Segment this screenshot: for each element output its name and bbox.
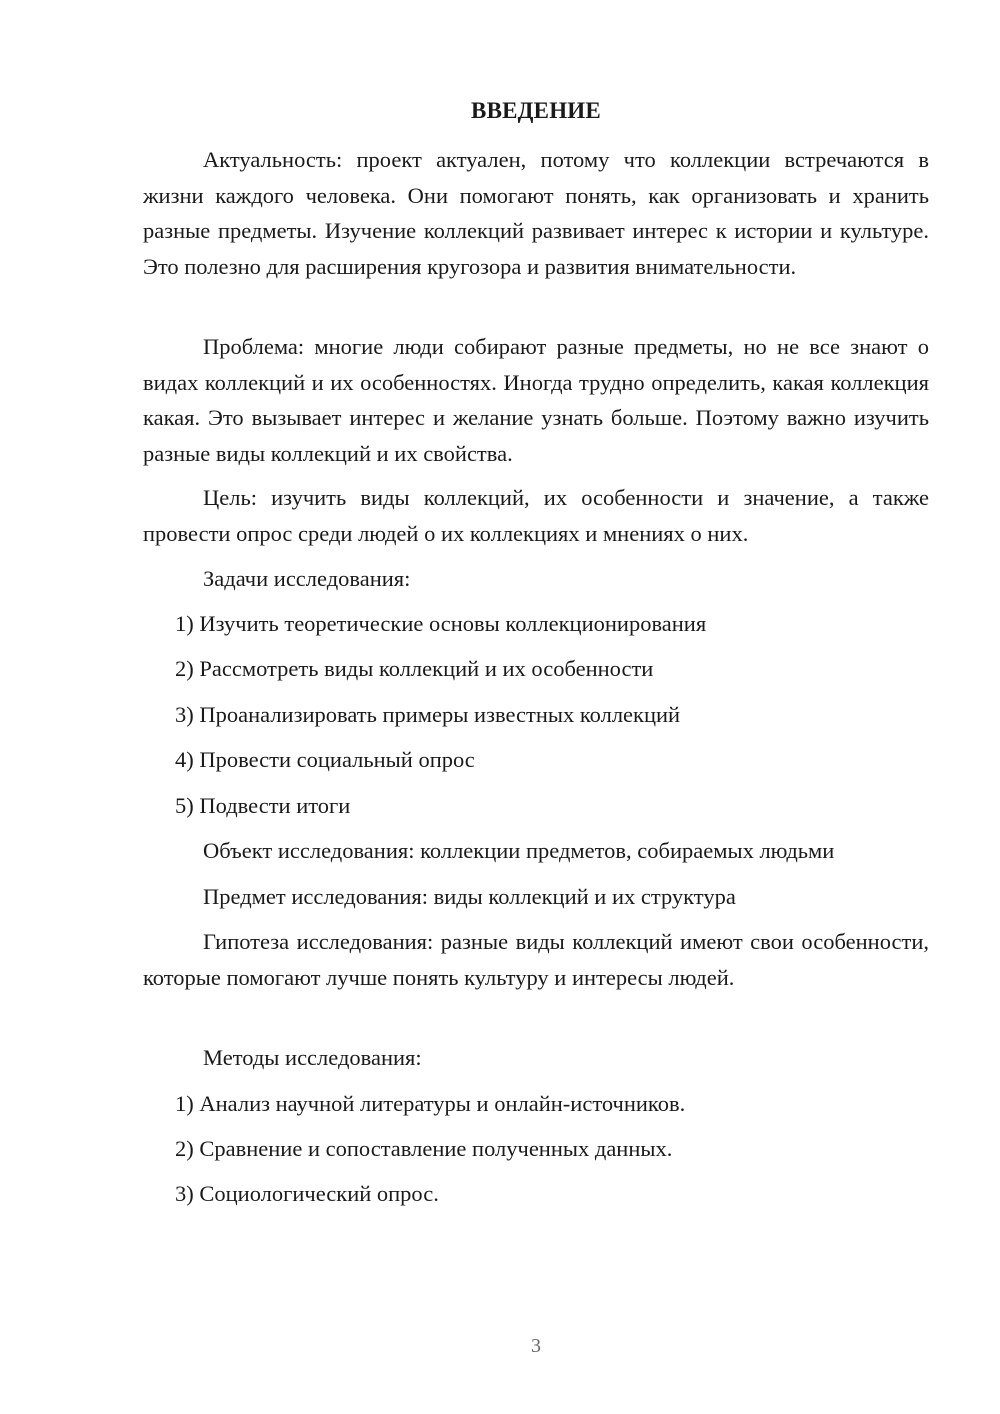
page-title: ВВЕДЕНИЕ xyxy=(471,98,601,123)
problem-paragraph: Проблема: многие люди собирают разные предметы, но не все знают о видах коллекций и их особенностях. Иногда трудно определить, какая коллекция какая. Это вызывает интерес и желание узнать больше. Поэтому важно изучить разные виды коллекций и их свойства. xyxy=(143,334,929,466)
task-item: 2) Рассмотреть виды коллекций и их особенности xyxy=(175,656,654,681)
method-item: 3) Социологический опрос. xyxy=(175,1181,439,1206)
task-item: 5) Подвести итоги xyxy=(175,793,351,818)
method-item: 1) Анализ научной литературы и онлайн-источников. xyxy=(175,1091,686,1116)
page-number: 3 xyxy=(531,1335,541,1357)
hypothesis-paragraph: Гипотеза исследования: разные виды коллекций имеют свои особенности, которые помогают лучше понять культуру и интересы людей. xyxy=(143,929,929,990)
task-item: 1) Изучить теоретические основы коллекционирования xyxy=(175,611,707,636)
method-item: 2) Сравнение и сопоставление полученных данных. xyxy=(175,1136,673,1161)
task-item: 3) Проанализировать примеры известных коллекций xyxy=(175,702,681,727)
methods-heading: Методы исследования: xyxy=(203,1045,422,1070)
relevance-paragraph: Актуальность: проект актуален, потому что коллекции встречаются в жизни каждого человека. Они помогают понять, как организовать и хранить разные предметы. Изучение коллекций развивает интерес к истории и культуре. Это полезно для расширения кругозора и развития внимательности. xyxy=(143,147,929,279)
goal-paragraph: Цель: изучить виды коллекций, их особенности и значение, а также провести опрос среди людей о их коллекциях и мнениях о них. xyxy=(143,485,929,546)
tasks-heading: Задачи исследования: xyxy=(203,566,411,591)
research-subject: Предмет исследования: виды коллекций и их структура xyxy=(203,884,736,909)
task-item: 4) Провести социальный опрос xyxy=(175,747,475,772)
research-object: Объект исследования: коллекции предметов, собираемых людьми xyxy=(203,838,835,863)
